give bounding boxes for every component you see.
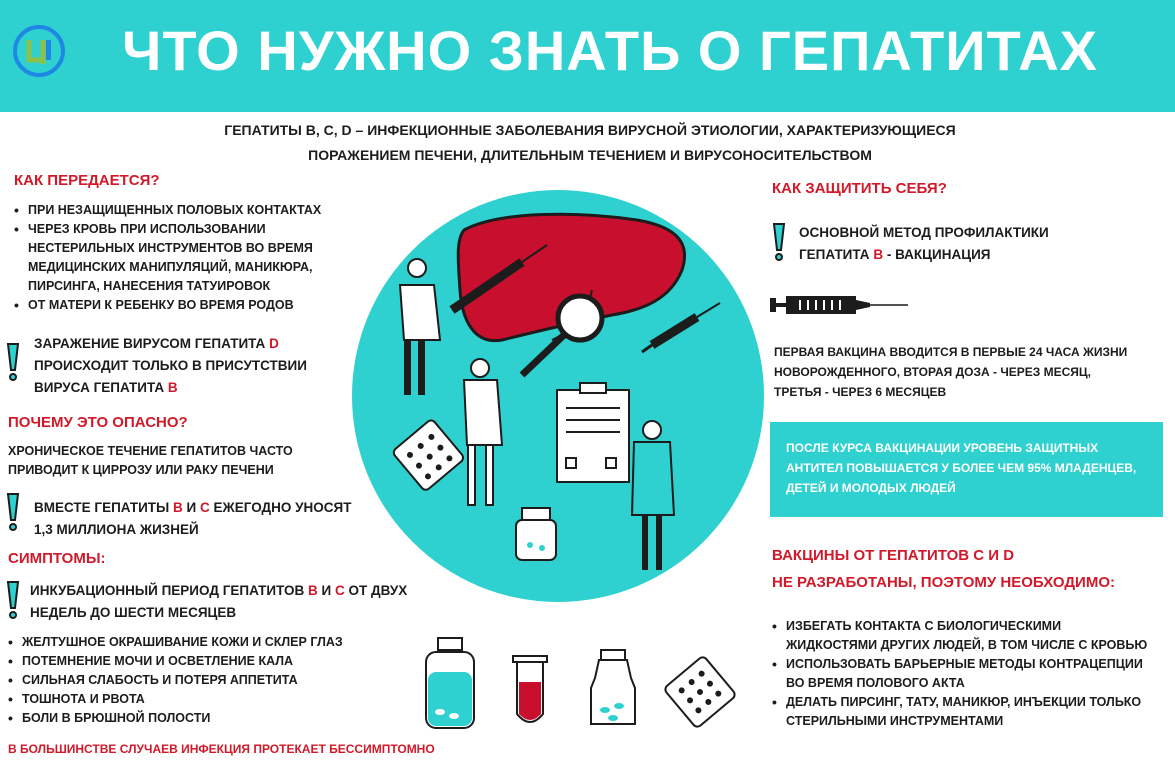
vaccine-schedule: ПЕРВАЯ ВАКЦИНА ВВОДИТСЯ В ПЕРВЫЕ 24 ЧАСА ЖИЗНИ НОВОРОЖДЕННОГО, ВТОРАЯ ДОЗА - ЧЕРЕЗ МЕСЯЦ, ТРЕТЬЯ - ЧЕРЕЗ 6 МЕСЯЦЕВ	[774, 345, 1128, 399]
list-item: • ПОТЕМНЕНИЕ МОЧИ И ОСВЕТЛЕНИЕ КАЛА	[8, 652, 368, 671]
list-item: • ЧЕРЕЗ КРОВЬ ПРИ ИСПОЛЬЗОВАНИИ НЕСТЕРИЛЬНЫХ ИНСТРУМЕНТОВ ВО ВРЕМЯ МЕДИЦИНСКИХ МАНИПУЛЯЦИЙ, МАНИКЮРА, ПИРСИНГА, НАНЕСЕНИЯ ТАТУИРОВОК	[14, 220, 374, 296]
list-item: • ОТ МАТЕРИ К РЕБЕНКУ ВО ВРЕМЯ РОДОВ	[14, 296, 374, 315]
transmission-note: ЗАРАЖЕНИЕ ВИРУСОМ ГЕПАТИТА D ПРОИСХОДИТ ТОЛЬКО В ПРИСУТСТВИИ ВИРУСА ГЕПАТИТА В	[34, 336, 307, 395]
clipboard-icon	[557, 383, 629, 482]
hepatitis-letter: В	[167, 380, 178, 395]
prevention-list	[772, 617, 1152, 731]
symptoms-footer: В БОЛЬШИНСТВЕ СЛУЧАЕВ ИНФЕКЦИЯ ПРОТЕКАЕТ БЕССИМПТОМНО	[8, 742, 435, 756]
symptoms-list	[8, 633, 368, 728]
antibody-info-box: ПОСЛЕ КУРСА ВАКЦИНАЦИИ УРОВЕНЬ ЗАЩИТНЫХ АНТИТЕЛ ПОВЫШАЕТСЯ У БОЛЕЕ ЧЕМ 95% МЛАДЕНЦЕВ, ДЕТЕЙ И МОЛОДЫХ ЛЮДЕЙ	[770, 422, 1163, 517]
blood-test-tube-icon	[510, 654, 550, 730]
exclamation-icon	[6, 342, 20, 382]
hepatitis-letter: D	[269, 336, 279, 351]
no-vaccine-heading: ВАКЦИНЫ ОТ ГЕПАТИТОВ С И D НЕ РАЗРАБОТАНЫ, ПОЭТОМУ НЕОБХОДИМО:	[772, 547, 1115, 591]
syringe-icon	[770, 290, 910, 320]
list-item: • ТОШНОТА И РВОТА	[8, 690, 368, 709]
transmission-list	[14, 201, 374, 315]
exclamation-icon	[6, 492, 20, 532]
danger-text: ХРОНИЧЕСКОЕ ТЕЧЕНИЕ ГЕПАТИТОВ ЧАСТО ПРИВОДИТ К ЦИРРОЗУ ИЛИ РАКУ ПЕЧЕНИ	[8, 444, 293, 477]
pill-blister-icon	[660, 652, 740, 732]
doctor-figure-icon	[400, 259, 440, 395]
doctor-figure-icon	[464, 359, 502, 505]
list-item: • ПРИ НЕЗАЩИЩЕННЫХ ПОЛОВЫХ КОНТАКТАХ	[14, 201, 374, 220]
protection-note: ОСНОВНОЙ МЕТОД ПРОФИЛАКТИКИ ГЕПАТИТА В - ВАКЦИНАЦИЯ	[799, 225, 1049, 262]
list-item: • ИЗБЕГАТЬ КОНТАКТА С БИОЛОГИЧЕСКИМИ ЖИДКОСТЯМИ ДРУГИХ ЛЮДЕЙ, В ТОМ ЧИСЛЕ С КРОВЬЮ	[772, 617, 1152, 655]
list-item: • СИЛЬНАЯ СЛАБОСТЬ И ПОТЕРЯ АППЕТИТА	[8, 671, 368, 690]
pill-blister-icon	[392, 418, 465, 491]
intro-line: ГЕПАТИТЫ В, С, D – ИНФЕКЦИОННЫЕ ЗАБОЛЕВАНИЯ ВИРУСНОЙ ЭТИОЛОГИИ, ХАРАКТЕРИЗУЮЩИЕСЯ	[224, 122, 956, 138]
syringe-icon	[642, 303, 720, 352]
page-title: ЧТО НУЖНО ЗНАТЬ О ГЕПАТИТАХ	[122, 19, 1098, 82]
protection-heading: КАК ЗАЩИТИТЬ СЕБЯ?	[772, 180, 947, 197]
pill-bottle-icon	[420, 636, 480, 731]
symptoms-note: ИНКУБАЦИОННЫЙ ПЕРИОД ГЕПАТИТОВ В И С ОТ ДВУХ НЕДЕЛЬ ДО ШЕСТИ МЕСЯЦЕВ	[30, 583, 408, 620]
intro-text	[120, 118, 1060, 168]
exclamation-icon	[6, 580, 20, 620]
transmission-heading: КАК ПЕРЕДАЕТСЯ?	[14, 172, 160, 189]
danger-note: ВМЕСТЕ ГЕПАТИТЫ В И С ЕЖЕГОДНО УНОСЯТ 1,3 МИЛЛИОНА ЖИЗНЕЙ	[34, 500, 352, 537]
pill-bottle-icon	[516, 508, 556, 560]
hepatitis-illustration	[352, 190, 764, 602]
list-item: • ЖЕЛТУШНОЕ ОКРАШИВАНИЕ КОЖИ И СКЛЕР ГЛАЗ	[8, 633, 368, 652]
nurse-figure-icon	[632, 421, 674, 570]
intro-line: ПОРАЖЕНИЕМ ПЕЧЕНИ, ДЛИТЕЛЬНЫМ ТЕЧЕНИЕМ И ВИРУСОНОСИТЕЛЬСТВОМ	[308, 147, 872, 163]
list-item: • ДЕЛАТЬ ПИРСИНГ, ТАТУ, МАНИКЮР, ИНЪЕКЦИИ ТОЛЬКО СТЕРИЛЬНЫМИ ИНСТРУМЕНТАМИ	[772, 693, 1152, 731]
medical-center-logo-icon	[12, 24, 66, 78]
list-item: • ИСПОЛЬЗОВАТЬ БАРЬЕРНЫЕ МЕТОДЫ КОНТРАЦЕПЦИИ ВО ВРЕМЯ ПОЛОВОГО АКТА	[772, 655, 1152, 693]
danger-heading: ПОЧЕМУ ЭТО ОПАСНО?	[8, 414, 188, 431]
exclamation-icon	[772, 222, 786, 262]
symptoms-heading: СИМПТОМЫ:	[8, 550, 106, 567]
pill-bottle-icon	[585, 648, 641, 730]
list-item: • БОЛИ В БРЮШНОЙ ПОЛОСТИ	[8, 709, 368, 728]
